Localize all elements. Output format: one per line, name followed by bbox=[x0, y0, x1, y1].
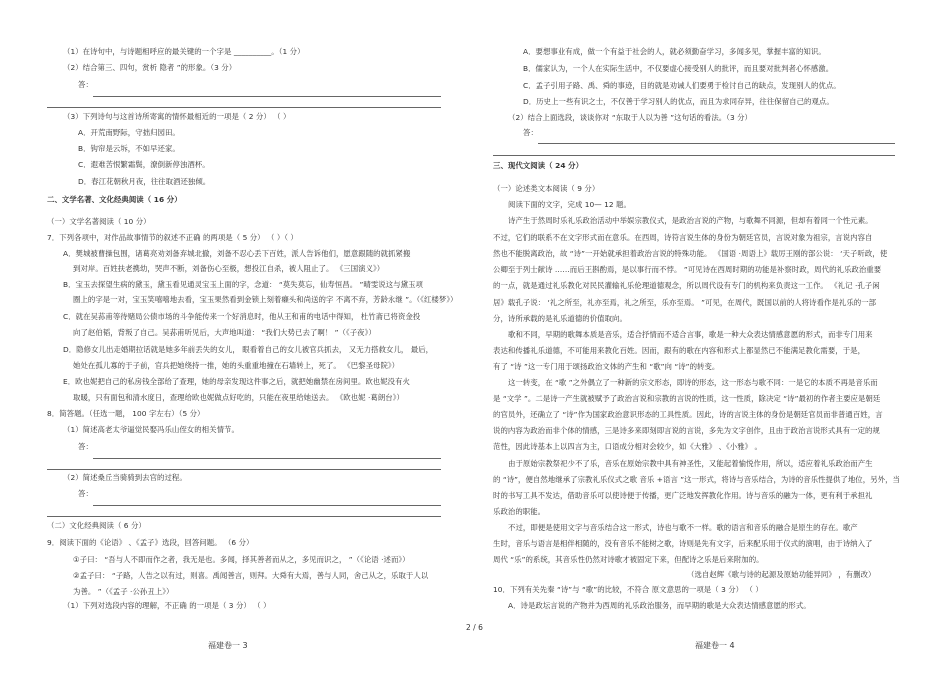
text-line: 这一转变，在 “歌 ”之外偶立了一种新的宗文形态，即诗的形态，这一形态与歌不同：一是它的本质不再是音乐而 bbox=[508, 378, 878, 387]
answer-line bbox=[93, 96, 441, 97]
text-line: A．诗是政坛言说的产物并为西周的礼乐政治服务，而早期的歌是大众表达情感意愿的形式。 bbox=[508, 601, 811, 610]
text-line: 生时，音乐与语言是相伴相随的，没有音乐不能树之歌，诗则是先有文字，后来配乐用于仪式的演唱，由于诗纳入了 bbox=[493, 539, 873, 548]
right-page-footer: 福建卷一 4 bbox=[695, 641, 735, 650]
text-line: （一）论述类文本阅读（ 9 分） bbox=[493, 184, 600, 193]
text-line: 是 “文学 ”。二是诗一产生就被赋予了政治言说和宗教的言说的性质，这一性质，除决定 “诗”最初的作者主要应是朝廷 bbox=[493, 394, 881, 403]
text-line: 取暖，只有面包和清水度日，查理给欧也妮做点好吃的，只能在夜里给她送去。 《欧也妮 ·葛朗台》） bbox=[73, 393, 404, 402]
text-line: 乐政治的职能。 bbox=[493, 507, 546, 516]
text-line: B．儒家认为，一个人在实际生活中，不仅要虚心接受别人的批评，而且要对批判者心怀感激。 bbox=[523, 64, 834, 73]
text-line: 居》载孔子说： ‘礼之所至，礼亦至焉，礼之所至，乐亦至焉。 ”可见，在周代，既国以前的人将诗看作是礼乐的一部 bbox=[493, 298, 877, 307]
answer-line bbox=[47, 107, 441, 108]
text-line: C．就在吴荪甫等待赌局公债市场的斗争能传来一个好消息时，他从王和甫的电话中得知， 杜竹斋已将资金投 bbox=[63, 312, 421, 321]
text-line: 说的内容为政治而非个体的情感，三是诗多来即刻即言说的言说，多先为文字创作，且由于政治言说形式具有一定的规 bbox=[493, 426, 880, 435]
text-line: （选自赵辉《歌与诗的起源及原始功能异同》 ，有删改） bbox=[687, 570, 876, 579]
text-line: 三、现代文阅读（ 24 分） bbox=[493, 161, 584, 170]
text-line: E．欧也妮把自己的私房钱全部给了查理，她的母亲发现这件事之后，就把她幽禁在房间里。欧也妮没有火 bbox=[63, 377, 410, 386]
answer-line bbox=[93, 505, 441, 506]
text-line: D．历史上一些有识之士，不仅善于学习别人的优点，而且为求同存异，往往保留自己的观点。 bbox=[523, 97, 834, 106]
text-line: （二）文化经典阅读（ 6 分） bbox=[47, 521, 146, 530]
text-line: 为善。 ”（《孟子 ·公孙丑上》） bbox=[73, 587, 174, 596]
text-line: （2）简述桑丘当骑骑到去官的过程。 bbox=[63, 473, 187, 482]
text-line: 时的书写工具不发达，借助音乐可以使诗便于传播，更广泛地发挥教化作用。诗与音乐的融为一体，更有利于承担礼 bbox=[493, 491, 873, 500]
text-line: 到对岸。百姓扶老携幼，哭声不断，刘备伤心至极，想投江自杀，被人阻止了。 《三国演义》） bbox=[73, 264, 385, 273]
text-line: 10．下列有关先秦 “诗”与 “歌”的比较，不符合 原文意思的一项是（ 3 分） （ ） bbox=[493, 585, 763, 594]
text-line: B．宝玉去探望生病的黛玉，黛玉看见通灵宝玉上面的字，念道： “莫失莫忘，仙寿恒昌。 ”晴雯说这与黛玉项 bbox=[63, 280, 423, 289]
text-line: 9．阅读下面的《论语》 、《孟子》选段，回答问题。 （6 分） bbox=[47, 538, 254, 547]
text-line: A．要想事业有成，做一个有益于社会的人，就必须勤奋学习，多闻多见，掌握丰富的知识。 bbox=[523, 47, 826, 56]
text-line: ①子曰： “吾与人不即而作之者，我无是也。多闻，择其善者而从之，多见而识之， ”（《论语 ·述而》） bbox=[73, 555, 410, 564]
text-line: 周代 “乐”的系统，其音乐性仍然对诗歌才被固定下来，但配诗之乐是后来附加的。 bbox=[493, 555, 764, 564]
left-page-footer: 福建卷一 3 bbox=[208, 641, 248, 650]
text-line: 7．下列各项中，对作品故事情节的叙述不正确 的两项是（ 5 分） （ ）（ ） bbox=[47, 233, 298, 242]
text-line: 的 “诗”，便自然地继承了宗教礼乐仪式之歌 音乐 +语言 ”这一形式，将诗与音乐结合，为诗的音乐性提供了地位，另外，当 bbox=[493, 475, 900, 484]
text-line: 有了 “诗 ”这一专门用于颂扬政治文体的产生和 “歌”向 “诗”的转变。 bbox=[493, 362, 720, 371]
text-line: 她处在孤儿寡的于子前，官兵把她绕持一推，她的头重重地撞在石墙转上，死了。 《巴黎圣母院》） bbox=[73, 361, 400, 370]
text-line: D．春江花朝秋月夜，往往取酒还独倾。 bbox=[78, 177, 211, 186]
text-line: （1）下列对选段内容的理解，不正确 的一项是（ 3 分） （ ） bbox=[63, 601, 271, 610]
text-line: （1）简述高老太爷逼觉民娶冯乐山侄女的相关情节。 bbox=[63, 425, 239, 434]
text-line: A．樊城被曹操包围，诸葛亮劝刘备弃城北撤，刘备不忍心丢下百姓，派人告诉他们，愿意跟随的就抓紧搬 bbox=[63, 249, 411, 258]
text-line: 的一点，就是通过礼乐教化对民民灌输礼乐伦理道德观念，所以周代设有专门的机构来负责这一工作。 《礼记 ·孔子闲 bbox=[493, 281, 880, 290]
right-exam-page bbox=[475, 0, 950, 673]
text-line: （3）下列诗句与这首诗所寄寓的情怀最相近的一项是（ 2 分） （ ） bbox=[63, 112, 291, 121]
text-line: 然也不能脱离政治，故 “诗”一开始就承担着政治言说的特殊功能。 《国语 ·周语上》载厉王刚的部公说： ‘天子听政，使 bbox=[493, 249, 888, 258]
text-line: C．孟子引用子路、禹、舜的事迹，目的就是劝诫人们要勇于检讨自己的缺点，发现别人的优点。 bbox=[523, 81, 841, 90]
text-line: 的官员外，还确立了 “诗”作为国家政治意识形态的工具性质。因此，诗的言说主体的身份是朝廷官员而非普通百姓，言 bbox=[493, 410, 883, 419]
text-line: A．开荒南野际，守拙归园田。 bbox=[78, 128, 180, 137]
answer-line bbox=[47, 469, 441, 470]
text-line: 答： bbox=[523, 128, 538, 137]
text-line: （2）结合上面选段，谈谈你对 “东取于人以为善 ”这句话的看法。（3 分） bbox=[508, 113, 752, 122]
answer-line bbox=[93, 458, 441, 459]
text-line: 不过，它们的联系不在文字形式而在意乐。在西周，诗符言说生体的身份为朝廷官员，言说对象为祖宗，言说内容自 bbox=[493, 233, 873, 242]
text-line: 8．简答题。（任选一题， 100 字左右）（5 分） bbox=[47, 409, 205, 418]
text-line: 二、文学名著、文化经典阅读（ 16 分） bbox=[47, 195, 182, 204]
answer-line bbox=[493, 155, 895, 156]
answer-line bbox=[538, 143, 895, 144]
text-line: 阅读下面的文字，完成 10— 12 题。 bbox=[508, 200, 631, 209]
text-line: 圈上的字是一对，宝玉笑嘻嘻地去看，宝玉果然看到金锁上刻着癞头和尚送的字 不离不弃，芳龄永继 ”。（《红楼梦》） bbox=[73, 295, 458, 304]
text-line: 表达和传播礼乐道德，不可能用来教化百姓。因而，跟有的歌在内容和形式上都显然已不能满足教化需要，于是， bbox=[493, 346, 866, 355]
text-line: 分，诗所承载的是礼乐道德的价值取向。 bbox=[493, 314, 627, 323]
page-number: 2 / 6 bbox=[466, 623, 483, 632]
text-line: 不过，即便是使用文字与音乐结合这一形式，诗也与歌不一样。歌的语言和音乐的融合是原生的存在。歌产 bbox=[508, 523, 858, 532]
text-line: 公卿至于列士献诗 ……而后王斟酌焉，是以事行而不悖。 ”可见诗在西周时期的功能是补察时政，周代的礼乐政治重要 bbox=[493, 265, 882, 274]
text-line: 答： bbox=[78, 80, 93, 89]
text-line: （1）在诗句中，与诗题相呼应的最关键的一个字是 __________。（1 分） bbox=[63, 47, 305, 56]
text-line: C．遐难苦恨繁霜鬓，潦倒新停浊酒杯。 bbox=[78, 160, 210, 169]
text-line: D．隐修女儿出走婚期拉话就是她多年前丢失的女儿， 眼看着自己的女儿被官兵抓去， 又无力搭救女儿， 最后， bbox=[63, 345, 434, 354]
text-line: 答： bbox=[78, 489, 93, 498]
text-line: 歌和不同，早期的歌舞本质是音乐，适合抒情而不适合言事，歌是一种大众表达情感意愿的形式，而非专门用来 bbox=[508, 330, 873, 339]
text-line: （一）文学名著阅读（ 10 分） bbox=[47, 217, 151, 226]
text-line: 范性，因此诗基本上以四言为主，口语成分相对会较少，如《大雅》 、《小雅》 。 bbox=[493, 442, 762, 451]
text-line: 由于原始宗教祭祀少不了乐，音乐在原始宗教中具有神圣性，又能起着愉悦作用，所以，适应着礼乐政治而产生 bbox=[508, 459, 873, 468]
answer-line bbox=[47, 516, 441, 517]
text-line: 诗产生于然周时乐礼乐政治活动中举娱宗教仪式，是政治言说的产物，与歌舞不同源，但却有着同一个性元素。 bbox=[508, 216, 873, 225]
text-line: B．钩帘是云坼，不如早还家。 bbox=[78, 144, 180, 153]
text-line: （2）结合第三、四句，赏析 隐者 ”的形象。（3 分） bbox=[63, 63, 237, 72]
text-line: 答： bbox=[78, 442, 93, 451]
text-line: ②孟子曰： “子路，人告之以有过，则喜。禹闻善言，则拜。大舜有大焉，善与人同，舍己从之，乐取于人以 bbox=[73, 571, 429, 580]
text-line: 向了赵伯韬，背叛了自己。吴荪甫听见后，大声地叫道： “我们大势已去了啊！ ”（《子夜》） bbox=[73, 328, 376, 337]
